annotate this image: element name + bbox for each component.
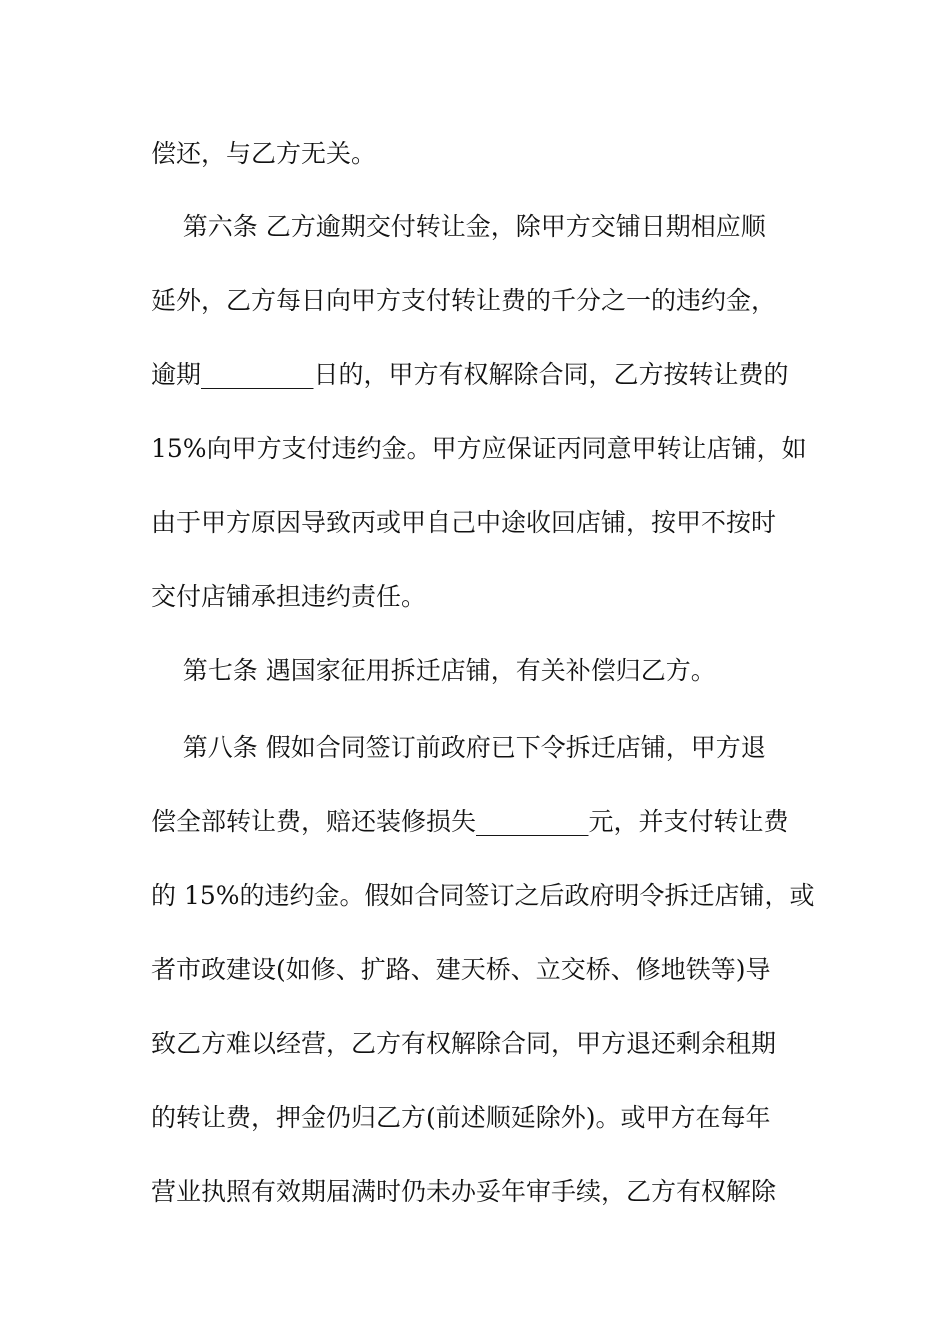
- text-line: 逾期_________日的，甲方有权解除合同，乙方按转让费的: [151, 360, 789, 389]
- text-line: 15%向甲方支付违约金。甲方应保证丙同意甲转让店铺，如: [151, 434, 807, 463]
- text-line: 者市政建设(如修、扩路、建天桥、立交桥、修地铁等)导: [151, 955, 771, 984]
- text-line: 的 15%的违约金。假如合同签订之后政府明令拆迁店铺，或: [151, 881, 815, 910]
- text-line: 第八条 假如合同签订前政府已下令拆迁店铺，甲方退: [151, 733, 766, 762]
- text-line: 的转让费，押金仍归乙方(前述顺延除外)。或甲方在每年: [151, 1103, 771, 1132]
- text-line: 第六条 乙方逾期交付转让金，除甲方交铺日期相应顺: [151, 212, 766, 241]
- text-line: 交付店铺承担违约责任。: [151, 582, 427, 611]
- text-line: 偿全部转让费，赔还装修损失_________元，并支付转让费: [151, 807, 789, 836]
- text-line: 偿还，与乙方无关。: [151, 139, 377, 168]
- text-line: 第七条 遇国家征用拆迁店铺，有关补偿归乙方。: [151, 656, 716, 685]
- text-line: 由于甲方原因导致丙或甲自己中途收回店铺，按甲不按时: [151, 508, 777, 537]
- text-line: 延外，乙方每日向甲方支付转让费的千分之一的违约金，: [151, 286, 777, 315]
- text-line: 致乙方难以经营，乙方有权解除合同，甲方退还剩余租期: [151, 1029, 777, 1058]
- text-line: 营业执照有效期届满时仍未办妥年审手续，乙方有权解除: [151, 1177, 777, 1206]
